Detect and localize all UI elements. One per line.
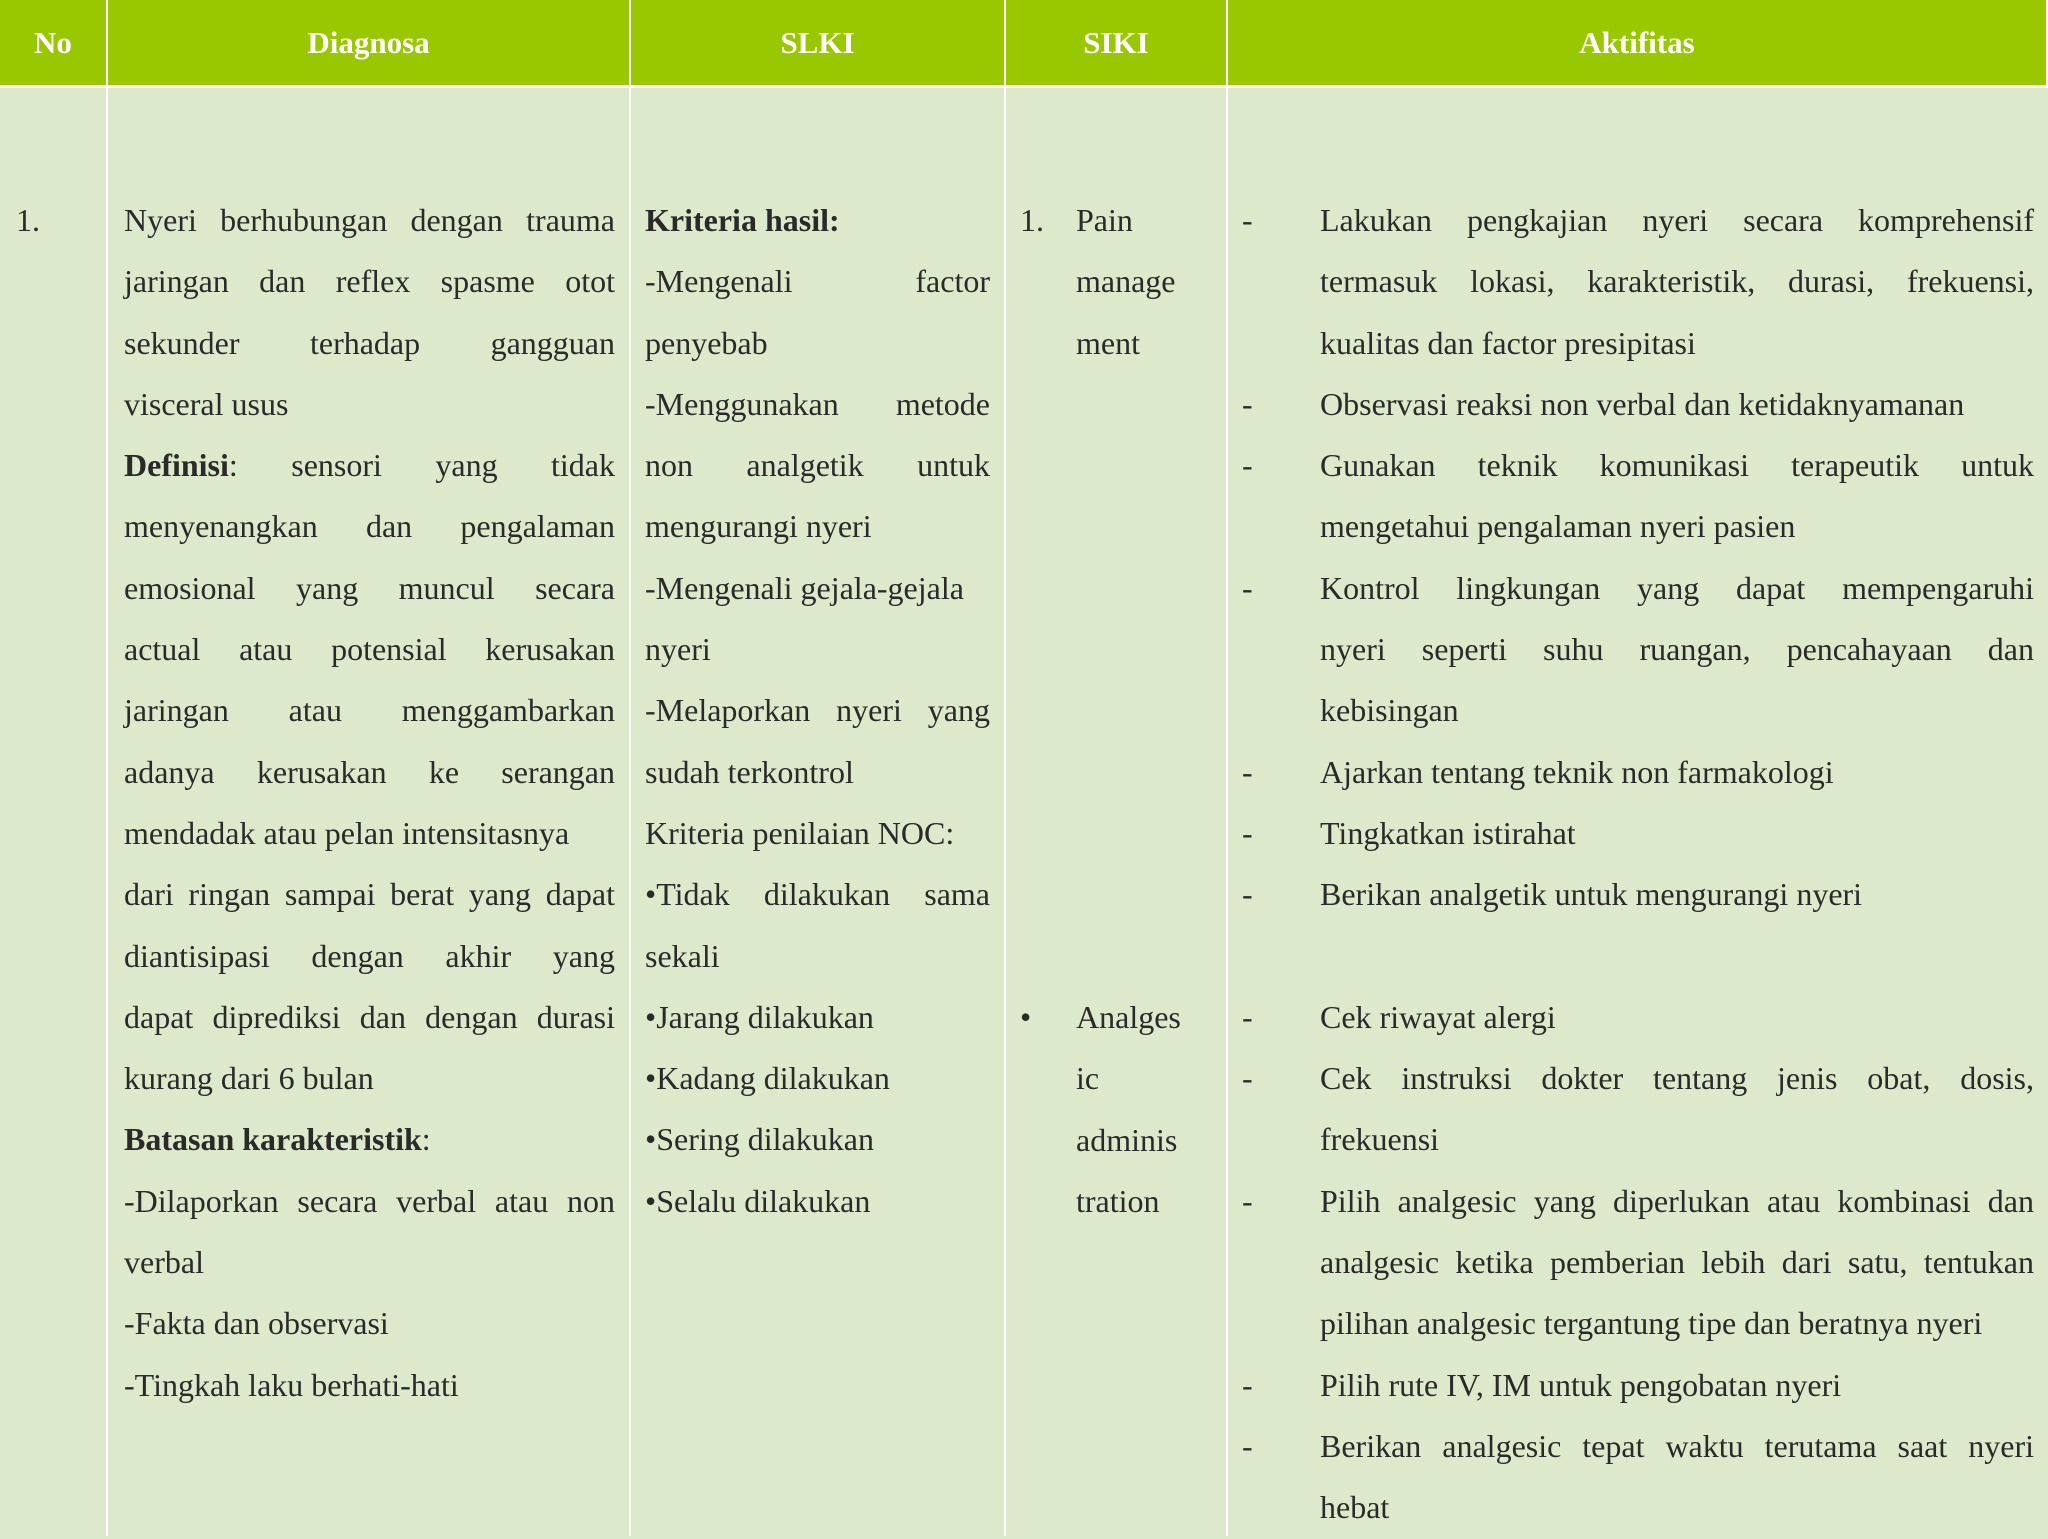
siki-text-line: Pain bbox=[1076, 202, 1133, 238]
batasan-list bbox=[124, 1171, 615, 1416]
aktifitas-text bbox=[1320, 435, 2034, 558]
header-diagnosa: Diagnosa bbox=[108, 0, 631, 88]
header-aktifitas: Aktifitas bbox=[1228, 0, 2048, 88]
definisi-colon: : bbox=[228, 447, 238, 484]
cell-slki bbox=[631, 88, 1006, 1536]
slki-line: -Mengenali factor bbox=[645, 263, 990, 300]
aktifitas-text bbox=[1320, 558, 2034, 742]
aktifitas-dash: - bbox=[1242, 1060, 1253, 1097]
definisi-line: diantisipasi dengan akhir yang bbox=[124, 937, 615, 974]
aktifitas-text bbox=[1320, 1171, 2034, 1355]
noc-item bbox=[645, 864, 990, 925]
batasan-line: verbal bbox=[124, 1244, 204, 1281]
siki-text-line: ment bbox=[1076, 324, 1140, 361]
aktifitas-dash: - bbox=[1242, 447, 1253, 484]
aktifitas-line: nyeri seperti suhu ruangan, pencahayaan dan bbox=[1320, 631, 2034, 668]
noc-item bbox=[645, 987, 990, 1048]
aktifitas-line: Pilih analgesic yang diperlukan atau kombinasi dan bbox=[1320, 1182, 2034, 1219]
aktifitas-dash: - bbox=[1242, 1182, 1253, 1219]
noc-item bbox=[645, 1109, 990, 1170]
noc-item-text: Jarang dilakukan bbox=[656, 998, 874, 1035]
batasan-line: -Tingkah laku berhati-hati bbox=[124, 1366, 459, 1403]
siki-text-line: adminis bbox=[1076, 1121, 1178, 1158]
header-no: No bbox=[0, 0, 108, 88]
aktifitas-dash: - bbox=[1242, 1428, 1253, 1464]
aktifitas-text bbox=[1320, 374, 2034, 435]
definisi-first: sensori yang tidak bbox=[291, 447, 616, 484]
batasan-colon: : bbox=[421, 1121, 431, 1158]
aktifitas-line: kebisingan bbox=[1320, 692, 1459, 729]
definisi-text bbox=[124, 496, 615, 1109]
slki-line: -Menggunakan metode bbox=[645, 385, 990, 422]
diagnosa-line: visceral usus bbox=[124, 385, 289, 422]
aktifitas-line: Lakukan pengkajian nyeri secara komprehensif bbox=[1320, 202, 2034, 238]
aktifitas-line: Kontrol lingkungan yang dapat mempengaruhi bbox=[1320, 569, 2034, 606]
aktifitas-line: Tingkatkan istirahat bbox=[1320, 815, 1576, 851]
noc-item-text: Kadang dilakukan bbox=[656, 1060, 890, 1097]
siki-text-line: Analges bbox=[1076, 999, 1181, 1035]
slki-line: nyeri bbox=[645, 631, 711, 668]
aktifitas-dash: - bbox=[1242, 1366, 1253, 1403]
slki-line: -Mengenali gejala-gejala bbox=[645, 569, 964, 606]
definisi-line: jaringan atau menggambarkan bbox=[124, 692, 615, 729]
batasan-line bbox=[124, 1109, 615, 1170]
aktifitas-line: kualitas dan factor presipitasi bbox=[1320, 324, 1696, 361]
diagnosa-line: jaringan dan reflex spasme otot bbox=[124, 263, 615, 300]
aktifitas-line: Gunakan teknik komunikasi terapeutik untuk bbox=[1320, 447, 2034, 484]
aktifitas-line: Observasi reaksi non verbal dan ketidaknyamanan bbox=[1320, 385, 1965, 422]
slki-line: -Melaporkan nyeri yang bbox=[645, 692, 990, 729]
aktifitas-line: Cek riwayat alergi bbox=[1320, 998, 1556, 1035]
aktifitas-text bbox=[1320, 864, 2034, 925]
aktifitas-text bbox=[1320, 803, 2034, 864]
siki-item-text bbox=[1076, 987, 1181, 1232]
aktifitas-dash: - bbox=[1242, 202, 1253, 238]
batasan-line: -Dilaporkan secara verbal atau non bbox=[124, 1182, 615, 1219]
slki-line: Kriteria penilaian NOC: bbox=[645, 814, 955, 851]
definisi-line bbox=[124, 435, 615, 496]
siki-text-line: tration bbox=[1076, 1182, 1160, 1219]
siki-item-bullet: • bbox=[1020, 999, 1032, 1035]
definisi-line: kurang dari 6 bulan bbox=[124, 1060, 374, 1097]
definisi-line: dapat diprediksi dan dengan durasi bbox=[124, 998, 615, 1035]
aktifitas-text bbox=[1320, 190, 2034, 374]
noc-bullet: • bbox=[645, 1060, 657, 1097]
cell-siki bbox=[1006, 88, 1228, 1536]
diagnosa-intro bbox=[124, 190, 615, 435]
diagnosa-line: sekunder terhadap gangguan bbox=[124, 324, 615, 361]
aktifitas-text bbox=[1320, 987, 2034, 1048]
row-number: 1. bbox=[16, 202, 40, 238]
aktifitas-line: Ajarkan tentang teknik non farmakologi bbox=[1320, 753, 1834, 790]
aktifitas-text bbox=[1320, 1355, 2034, 1416]
aktifitas-text bbox=[1320, 1048, 2034, 1171]
batasan-line: -Fakta dan observasi bbox=[124, 1305, 389, 1342]
aktifitas-line: termasuk lokasi, karakteristik, durasi, frekuensi, bbox=[1320, 263, 2034, 300]
aktifitas-dash: - bbox=[1242, 569, 1253, 606]
aktifitas-dash: - bbox=[1242, 753, 1253, 790]
header-slki: SLKI bbox=[631, 0, 1006, 88]
definisi-line: emosional yang muncul secara bbox=[124, 569, 615, 606]
definisi-line: menyenangkan dan pengalaman bbox=[124, 508, 615, 545]
aktifitas-dash: - bbox=[1242, 815, 1253, 851]
noc-bullet: • bbox=[645, 1182, 657, 1219]
noc-bullet: • bbox=[645, 998, 657, 1035]
definisi-line: actual atau potensial kerusakan bbox=[124, 631, 615, 668]
slki-line: non analgetik untuk bbox=[645, 447, 990, 484]
slki-line: penyebab bbox=[645, 324, 768, 361]
siki-text-line: ic bbox=[1076, 1060, 1100, 1097]
noc-item-text: Sering dilakukan bbox=[656, 1121, 874, 1158]
noc-item-continuation: sekali bbox=[645, 937, 720, 974]
header-siki: SIKI bbox=[1006, 0, 1228, 88]
siki-text-line: manage bbox=[1076, 263, 1176, 300]
diagnosa-line: Nyeri berhubungan dengan trauma bbox=[124, 202, 615, 238]
aktifitas-line: mengetahui pengalaman nyeri pasien bbox=[1320, 508, 1796, 545]
aktifitas-line: pilihan analgesic tergantung tipe dan beratnya nyeri bbox=[1320, 1305, 1983, 1342]
noc-item-text: Selalu dilakukan bbox=[656, 1182, 871, 1219]
definisi-line: dari ringan sampai berat yang dapat bbox=[124, 876, 615, 913]
aktifitas-dash: - bbox=[1242, 876, 1253, 913]
aktifitas-text bbox=[1320, 742, 2034, 803]
definisi-line: adanya kerusakan ke serangan bbox=[124, 753, 615, 790]
aktifitas-dash: - bbox=[1242, 998, 1253, 1035]
slki-line: sudah terkontrol bbox=[645, 753, 854, 790]
aktifitas-line: Pilih rute IV, IM untuk pengobatan nyeri bbox=[1320, 1366, 1842, 1403]
aktifitas-line: Berikan analgesic tepat waktu terutama saat nyeri bbox=[1320, 1428, 2034, 1464]
aktifitas-dash: - bbox=[1242, 385, 1253, 422]
definisi-label: Definisi bbox=[124, 447, 229, 484]
noc-bullet: • bbox=[645, 1121, 657, 1158]
aktifitas-line: analgesic ketika pemberian lebih dari satu, tentukan bbox=[1320, 1244, 2034, 1281]
slki-line: mengurangi nyeri bbox=[645, 508, 872, 545]
noc-list bbox=[645, 987, 990, 1232]
definisi-line: mendadak atau pelan intensitasnya bbox=[124, 814, 570, 851]
noc-item bbox=[645, 1048, 990, 1109]
cell-diagnosa bbox=[108, 88, 631, 1536]
noc-item bbox=[645, 1171, 990, 1232]
aktifitas-text bbox=[1320, 1416, 2034, 1539]
noc-item-text: Tidak dilakukan sama bbox=[656, 876, 990, 913]
aktifitas-line: Cek instruksi dokter tentang jenis obat, dosis, bbox=[1320, 1060, 2034, 1097]
batasan-label: Batasan karakteristik bbox=[124, 1121, 422, 1158]
cell-aktifitas bbox=[1228, 88, 2048, 1536]
aktifitas-line: hebat bbox=[1320, 1489, 1390, 1526]
cell-no bbox=[0, 88, 108, 1536]
aktifitas-line: Berikan analgetik untuk mengurangi nyeri bbox=[1320, 876, 1863, 913]
slki-criteria-list bbox=[645, 251, 990, 864]
siki-item-number: 1. bbox=[1020, 202, 1044, 238]
noc-bullet: • bbox=[645, 876, 657, 913]
kriteria-hasil-label: Kriteria hasil: bbox=[645, 202, 840, 238]
siki-item-text bbox=[1076, 190, 1176, 374]
aktifitas-line: frekuensi bbox=[1320, 1121, 1440, 1158]
